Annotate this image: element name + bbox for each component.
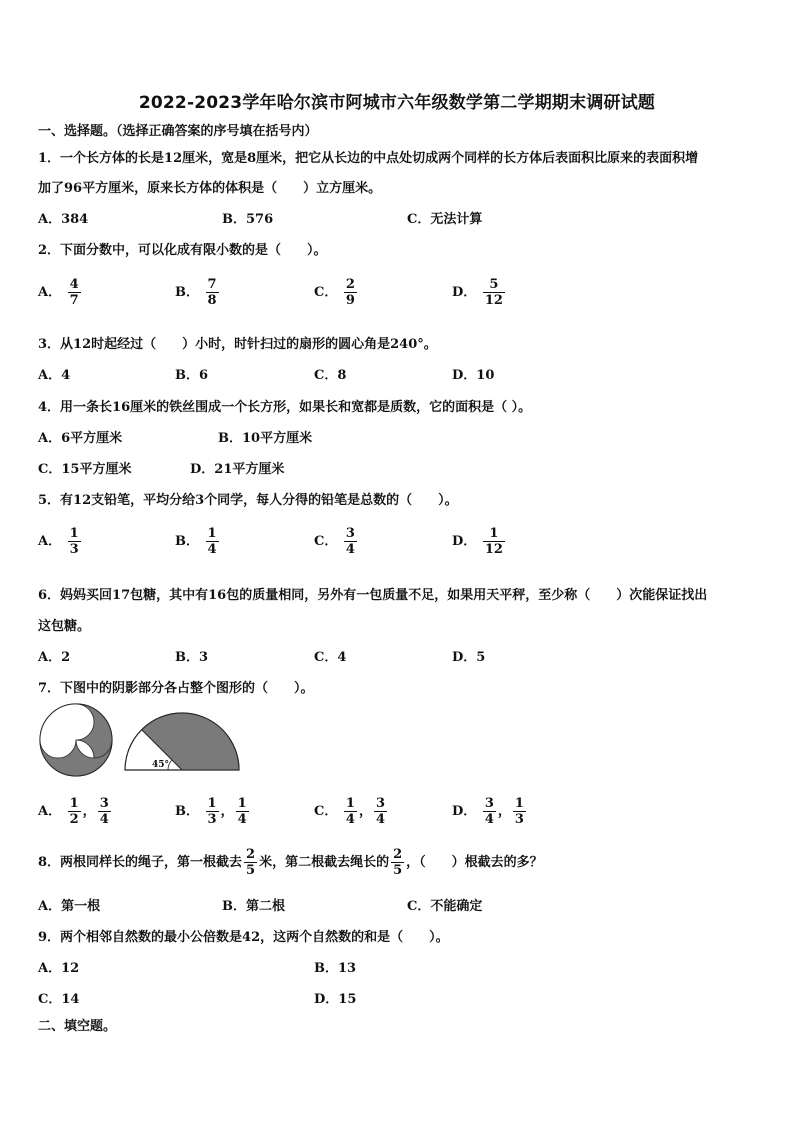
fraction [68,277,81,308]
fraction-denominator: 12 [484,542,503,557]
q1-option-b: B．576 [222,212,274,227]
fraction [206,526,219,557]
pinwheel-circle-figure [38,702,114,778]
q4-option-a: A．6平方厘米 [38,431,123,446]
fraction-numerator: 3 [375,796,385,811]
fraction [98,796,111,827]
q8-stem [38,847,543,878]
q5-option-d [452,526,507,557]
page-title: 2022-2023学年哈尔滨市阿城市六年级数学第二学期期末调研试题 [138,93,656,113]
q9-option-c: C．14 [38,992,80,1007]
section-choice-heading: 一、选择题。（选择正确答案的序号填在括号内） [38,124,318,139]
fraction-numerator: 4 [69,277,79,292]
q3-option-c: C．8 [314,368,347,383]
fraction-numerator: 3 [345,526,355,541]
q2-option-a-label: A． [38,285,62,300]
section-fill-heading: 二、填空题。 [38,1019,117,1034]
q5-option-b [175,526,221,557]
fraction-denominator: 4 [99,812,109,827]
fraction [391,847,404,878]
fraction [344,796,357,827]
q3-option-a: A．4 [38,368,71,383]
q8-stem-part2: 米，第二根截去绳长的 [259,855,390,870]
semicircle-sector-figure [122,704,242,772]
fraction-denominator: 3 [514,812,524,827]
q7-option-c [314,796,389,827]
fraction-denominator: 7 [69,293,79,308]
q5-option-b-label: B． [175,534,199,549]
q6-option-c: C．4 [314,650,347,665]
fraction-denominator: 5 [246,863,256,878]
q3-option-d: D．10 [452,368,495,383]
fraction-separator: ， [220,804,234,819]
fraction [483,277,505,308]
q5-option-c [314,526,359,557]
fraction [344,277,357,308]
q5-option-c-label: C． [314,534,338,549]
q8-option-a: A．第一根 [38,899,101,914]
q2-option-c [314,277,359,308]
fraction-numerator: 2 [246,847,256,862]
fraction-numerator: 7 [207,277,217,292]
q1-stem-line2: 加了96平方厘米，原来长方体的体积是（ ）立方厘米。 [38,181,382,196]
fraction-separator: ， [358,804,372,819]
fraction-denominator: 2 [69,812,79,827]
fraction-numerator: 1 [237,796,247,811]
fraction-numerator: 1 [345,796,355,811]
fraction [483,796,496,827]
q7-option-b [175,796,251,827]
q7-option-d [452,796,528,827]
fraction-denominator: 5 [393,863,403,878]
q4-option-d: D．21平方厘米 [190,462,285,477]
fraction-numerator: 3 [484,796,494,811]
q7-option-a-label: A． [38,804,62,819]
q2-option-b-label: B． [175,285,199,300]
fraction-denominator: 3 [207,812,217,827]
fraction-numerator: 2 [393,847,403,862]
q6-option-d: D．5 [452,650,486,665]
fraction [374,796,387,827]
q9-option-d: D．15 [314,992,357,1007]
fraction-denominator: 4 [375,812,385,827]
q7-option-b-label: B． [175,804,199,819]
q7-option-a [38,796,113,827]
q2-option-c-label: C． [314,285,338,300]
fraction [206,796,219,827]
q6-option-b: B．3 [175,650,209,665]
fraction-numerator: 1 [207,796,217,811]
fraction-numerator: 2 [345,277,355,292]
q6-option-a: A．2 [38,650,71,665]
q1-option-a: A．384 [38,212,89,227]
q4-option-c: C．15平方厘米 [38,462,132,477]
fraction-denominator: 8 [207,293,217,308]
q8-option-b: B．第二根 [222,899,285,914]
fraction-numerator: 1 [69,526,79,541]
fraction-numerator: 5 [489,277,499,292]
q8-stem-part1: 8．两根同样长的绳子，第一根截去 [38,855,243,870]
fraction-separator: ， [82,804,96,819]
q9-option-b: B．13 [314,961,357,976]
q5-stem: 5．有12支铅笔，平均分给3个同学，每人分得的铅笔是总数的（ ）。 [38,493,458,508]
q5-option-d-label: D． [452,534,477,549]
q7-stem: 7．下图中的阴影部分各占整个图形的（ ）。 [38,681,314,696]
fraction-numerator: 1 [514,796,524,811]
fraction-denominator: 4 [207,542,217,557]
fraction [236,796,249,827]
q2-option-b [175,277,221,308]
fraction [244,847,257,878]
q6-stem-line2: 这包糖。 [38,619,91,634]
q9-option-a: A．12 [38,961,80,976]
fraction-denominator: 9 [345,293,355,308]
q1-option-c: C．无法计算 [407,212,483,227]
q2-stem: 2．下面分数中，可以化成有限小数的是（ ）。 [38,243,327,258]
q7-option-c-label: C． [314,804,338,819]
fraction-numerator: 1 [69,796,79,811]
fraction [206,277,219,308]
q1-stem-line1: 1．一个长方体的长是12厘米，宽是8厘米，把它从长边的中点处切成两个同样的长方体后表面积比原来的表面积增 [38,151,699,166]
fraction [483,526,505,557]
q8-stem-part3: ，（ ）根截去的多？ [406,855,543,870]
fraction-denominator: 4 [345,812,355,827]
q4-stem: 4．用一条长16厘米的铁丝围成一个长方形，如果长和宽都是质数，它的面积是（ ）。 [38,400,532,415]
q7-option-d-label: D． [452,804,477,819]
fraction-separator: ， [497,804,511,819]
q4-option-b: B．10平方厘米 [218,431,313,446]
fraction-denominator: 4 [345,542,355,557]
fraction [68,796,81,827]
q2-option-a [38,277,83,308]
q9-stem: 9．两个相邻自然数的最小公倍数是42，这两个自然数的和是（ ）。 [38,930,449,945]
fraction-denominator: 3 [69,542,79,557]
fraction-denominator: 12 [484,293,503,308]
q3-stem: 3．从12时起经过（ ）小时，时针扫过的扇形的圆心角是240°。 [38,337,437,352]
fraction-denominator: 4 [237,812,247,827]
q2-option-d-label: D． [452,285,477,300]
q3-option-b: B．6 [175,368,209,383]
q5-option-a [38,526,83,557]
fraction [513,796,526,827]
fraction-denominator: 4 [484,812,494,827]
fraction-numerator: 3 [99,796,109,811]
fraction [68,526,81,557]
q6-stem-line1: 6．妈妈买回17包糖，其中有16包的质量相同，另外有一包质量不足，如果用天平秤，至少称（ ）次能保证找出 [38,588,708,603]
q8-option-c: C．不能确定 [407,899,483,914]
fraction [344,526,357,557]
q2-option-d [452,277,507,308]
fraction-numerator: 1 [489,526,499,541]
angle-label: 45° [152,760,170,770]
q5-option-a-label: A． [38,534,62,549]
fraction-numerator: 1 [207,526,217,541]
